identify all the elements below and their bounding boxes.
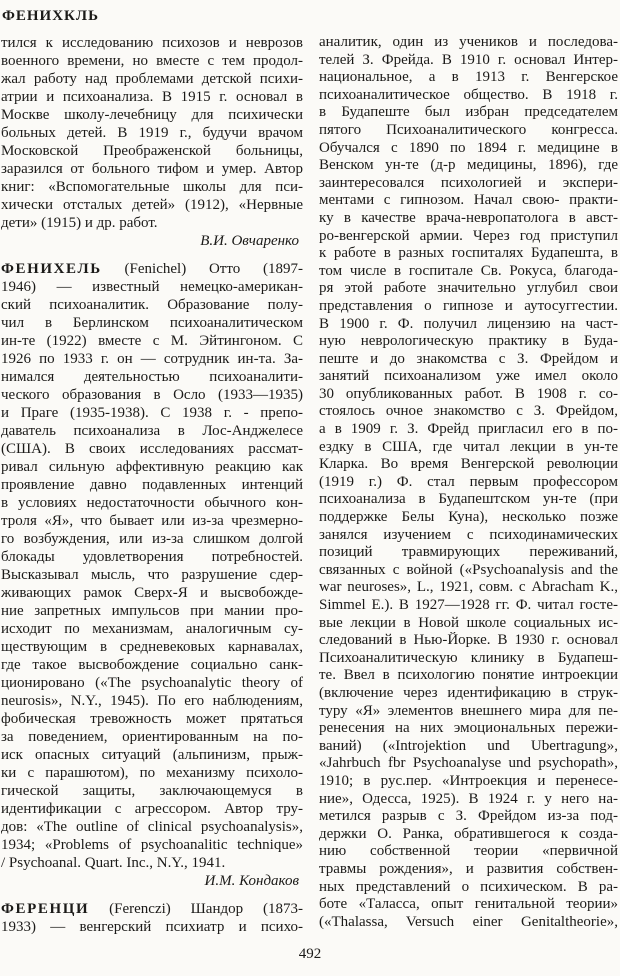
running-header: ФЕНИХКЛЬ bbox=[2, 8, 100, 24]
text-line: ривал сильную аффективную реакцию как bbox=[1, 459, 303, 475]
text-line: психоанализа в Будапештском ун-те (при bbox=[319, 491, 618, 508]
text-line: за поведением, ориентированным на по- bbox=[1, 729, 303, 745]
text-line: пятого Психоаналитического конгресса. bbox=[319, 121, 618, 138]
text-line: ку в качестве врача-невропатолога в авст- bbox=[319, 209, 618, 226]
text-line: где такое высвобождение социально санк- bbox=[1, 657, 303, 673]
text-line: «Jahrbuch fbr Psychoanalyse und psychopath», bbox=[319, 755, 618, 772]
text-line: телей З. Фрейда. В 1910 г. основал Интер- bbox=[319, 51, 618, 68]
text-line: 30 опубликованных работ. В 1908 г. со- bbox=[319, 385, 618, 402]
text-line: военного времени, но вместе с тем продол- bbox=[1, 53, 303, 69]
text-line: ский психоаналитик. Образование полу- bbox=[1, 297, 303, 313]
text-line: национальное, а в 1913 г. Венгерское bbox=[319, 69, 618, 86]
text-line: ние», Одесса, 1925). В 1924 г. у него на- bbox=[319, 790, 618, 807]
text-line: представления о гипнозе и аутосуггестии. bbox=[319, 297, 618, 314]
text-line: ФЕНИХЕЛЬ (Fenichel) Отто (1897- bbox=[1, 261, 303, 277]
text-line: травмы рождения», и развития собствен- bbox=[319, 860, 618, 877]
text-line: го возбуждения, или из-за слишком долгой bbox=[1, 531, 303, 547]
text-line: Психоаналитическую клинику в Будапеш- bbox=[319, 649, 618, 666]
text-line: метился разрыв с З. Фрейдом из-за под- bbox=[319, 808, 618, 825]
text-line: исходит по механизмам, аналогичным су- bbox=[1, 621, 303, 637]
text-line: И.М. Кондаков bbox=[204, 873, 299, 889]
text-line: занятий психоанализом уже имел около bbox=[319, 368, 618, 385]
text-line: те. Ввел в психологию понятие интроекции bbox=[319, 667, 618, 684]
text-line: Кларка. Во время Венгерской революции bbox=[319, 456, 618, 473]
text-line: Simmel E.). В 1927—1928 гг. Ф. читал госте- bbox=[319, 597, 618, 613]
text-line: 1926 по 1933 г. он — сотрудник ин-та. За- bbox=[1, 351, 303, 367]
text-line: аналитик, один из учеников и последова- bbox=[319, 34, 618, 50]
text-line: нимался деятельностью психоаналити- bbox=[1, 369, 303, 385]
text-line: 1946) — известный немецко-американ- bbox=[1, 279, 303, 295]
text-line: 1934; «Problems of psychoanalitic technique» bbox=[1, 837, 303, 853]
text-line: 1910; в рус.пер. «Интроекция и перенесе- bbox=[319, 772, 618, 789]
text-line: связанных с войной («Psychoanalysis and the bbox=[319, 561, 618, 578]
text-line: жал работу над проблемами детской психи- bbox=[1, 71, 303, 87]
dictionary-entry bbox=[1, 260, 303, 872]
text-line: туру «Я» элементов внешнего мира для пе- bbox=[319, 702, 618, 719]
text-line: дов: «The outline of clinical psychoanalysis», bbox=[1, 819, 303, 835]
text-line: / Psychoanal. Quart. Inc., N.Y., 1941. bbox=[1, 855, 226, 871]
text-line: идентификации с агрессором. Автор тру- bbox=[1, 801, 303, 817]
text-line: neurosis», N.Y., 1945). По его наблюдениям, bbox=[1, 693, 303, 709]
text-line: заинтересовался психологией и экспери- bbox=[319, 174, 618, 191]
text-line: ционировано («The psychoanalytic theory of bbox=[1, 675, 303, 691]
entry-headword: ФЕРЕНЦИ bbox=[1, 901, 90, 917]
text-line: пеште и до знакомства с З. Фрейдом и bbox=[319, 350, 618, 367]
text-line: ездку в США, где читал лекции в ун-те bbox=[319, 438, 618, 455]
text-line: позиций травмирующих переживаний, bbox=[319, 544, 618, 561]
text-line: стоялось очное знакомство с З. Фрейдом, bbox=[319, 403, 618, 420]
text-line: дети» (1915) и др. работ. bbox=[1, 215, 158, 231]
text-line: В.И. Овчаренко bbox=[200, 233, 299, 249]
text-line: том числе в госпитале Св. Рокуса, благода- bbox=[319, 262, 618, 279]
text-line: ки с парашютом), по механизму психоло- bbox=[1, 765, 303, 781]
text-line: в Будапеште был избран председателем bbox=[319, 104, 618, 121]
text-line: ренесения на них эмоциональных пережи- bbox=[319, 720, 618, 737]
continued-paragraph bbox=[319, 34, 618, 931]
text-line: ин-те (1922) вместе с М. Эйтингоном. С bbox=[1, 333, 303, 349]
text-line: Венском ун-те (д-р медицины, 1896), где bbox=[319, 157, 618, 174]
text-line: больных детей. В 1919 г., будучи врачом bbox=[1, 125, 303, 141]
text-line: иск опасных ситуаций (альпинизм, прыж- bbox=[1, 747, 303, 763]
text-line: живающих рамок Сверх-Я и высвобожде- bbox=[1, 585, 303, 601]
text-line: ществующим в средневековых карнавалах, bbox=[1, 639, 303, 655]
text-line: гической защиты, заключающемуся в bbox=[1, 783, 303, 799]
text-column-right bbox=[319, 34, 618, 936]
text-line: хически отсталых детей» (1912), «Нервные bbox=[1, 197, 303, 213]
text-line: тился к исследованию психозов и неврозов bbox=[1, 35, 303, 51]
text-line: боте «Таласса, опыт генитальной теории» bbox=[319, 896, 618, 913]
text-line: ваний) («Introjektion und Ubertragung», bbox=[319, 737, 618, 754]
page-content bbox=[1, 34, 618, 936]
text-line: (США). В своих исследованиях рассмат- bbox=[1, 441, 303, 457]
entry-headword: ФЕНИХЕЛЬ bbox=[1, 261, 102, 277]
text-line: к работе в разных госпиталях Будапешта, в bbox=[319, 245, 618, 262]
author-signature bbox=[1, 232, 303, 250]
text-line: (1919 г.) Ф. стал первым профессором bbox=[319, 473, 618, 490]
text-line: ро-венгерской армии. Через год приступил bbox=[319, 227, 618, 244]
text-line: Москве школу-лечебницу для психически bbox=[1, 107, 303, 123]
text-line: («Thalassa, Versuch einer Genitaltheorie», bbox=[319, 913, 618, 930]
text-line: ние запретных импульсов при мании про- bbox=[1, 603, 303, 619]
text-line: (включение через идентификацию в струк- bbox=[319, 684, 618, 701]
text-line: даватель психоанализа в Лос-Анджелесе bbox=[1, 423, 303, 439]
text-line: 1933) — венгерский психиатр и психо- bbox=[1, 919, 303, 935]
text-line: держки О. Ранка, обратившегося к созда- bbox=[319, 825, 618, 842]
text-line: ФЕРЕНЦИ (Ferenczi) Шандор (1873- bbox=[1, 901, 303, 917]
text-line: атрии и психоанализа. В 1915 г. основал в bbox=[1, 89, 303, 105]
text-line: следований в Нью-Йорке. В 1930 г. основал bbox=[319, 632, 618, 649]
text-line: фобическая тревожность может прятаться bbox=[1, 711, 303, 727]
text-line: а в 1909 г. З. Фрейд пригласил его в по- bbox=[319, 421, 618, 438]
text-line: Московской Преображенской больницы, bbox=[1, 143, 303, 159]
text-line: проявление давно подавленных интенций bbox=[1, 477, 303, 493]
text-line: и Праге (1935-1938). С 1938 г. - препо- bbox=[1, 405, 303, 421]
text-line: занялся изучением с психодинамических bbox=[319, 526, 618, 543]
text-line: war neuroses», L., 1921, совм. с Abracham K., bbox=[319, 579, 618, 596]
dictionary-entry bbox=[1, 900, 303, 936]
text-line: психоаналитическое общество. В 1918 г. bbox=[319, 86, 618, 103]
text-line: книг: «Вспомогательные школы для пси- bbox=[1, 179, 303, 195]
text-line: ных представлений о психическом. В ра- bbox=[319, 878, 618, 895]
text-line: блокады удовлетворения потребностей. bbox=[1, 549, 303, 565]
author-signature bbox=[1, 872, 303, 890]
text-line: Обучался с 1890 по 1894 г. медицине в bbox=[319, 139, 618, 156]
text-column-left bbox=[1, 34, 303, 936]
text-line: троля «Я», что бывает или из-за чрезмерно- bbox=[1, 513, 303, 529]
text-line: В 1900 г. Ф. получил лицензию на част- bbox=[319, 315, 618, 332]
text-line: ря этой работе значительно углубил свои bbox=[319, 280, 618, 297]
text-line: нию собственной теории «первичной bbox=[319, 843, 618, 860]
text-line: ную неврологическую практику в Буда- bbox=[319, 333, 618, 350]
text-line: Высказывал мысль, что разрушение сдер- bbox=[1, 567, 303, 583]
text-line: поддержке Белы Куна), несколько позже bbox=[319, 509, 618, 526]
text-line: чил в Берлинском психоаналитическом bbox=[1, 315, 303, 331]
page-number: 492 bbox=[298, 946, 322, 962]
continued-paragraph bbox=[1, 34, 303, 232]
text-line: ментами с гипнозом. Начал свою- практи- bbox=[319, 192, 618, 209]
text-line: ческого образования в Осло (1933—1935) bbox=[1, 387, 303, 403]
text-line: в условиях недостаточности обычного кон- bbox=[1, 495, 303, 511]
text-line: вые лекции в Новой школе социальных ис- bbox=[319, 614, 618, 631]
text-line: заразился от больного тифом и умер. Автор bbox=[1, 161, 303, 177]
